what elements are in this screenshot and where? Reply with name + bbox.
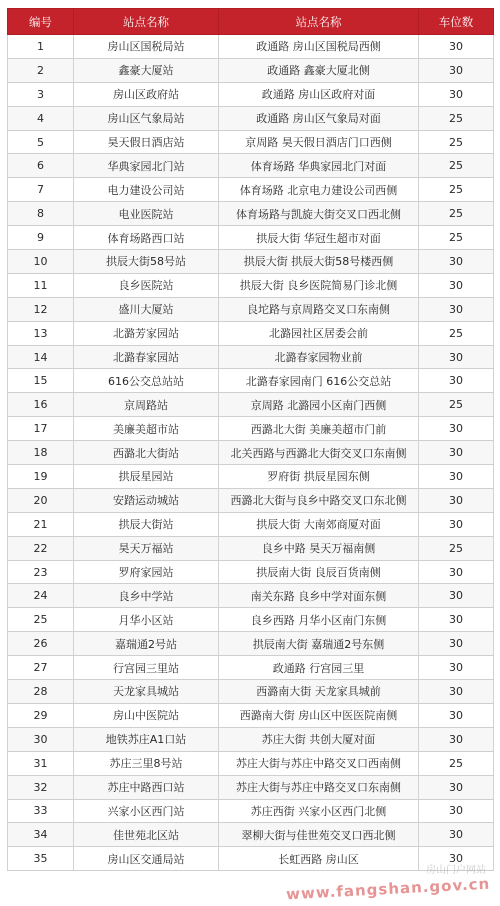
table-row: [8, 536, 494, 560]
cell-station-location: 西潞南大街 天龙家具城前: [219, 680, 419, 704]
cell-station-name: 行宫园三里站: [74, 656, 219, 680]
table-row: [8, 680, 494, 704]
cell-number: 28: [8, 680, 74, 704]
cell-number: 16: [8, 393, 74, 417]
table-row: [8, 512, 494, 536]
cell-space-count: 30: [419, 727, 494, 751]
table-row: [8, 321, 494, 345]
table-row: [8, 273, 494, 297]
table-row: [8, 297, 494, 321]
cell-space-count: 30: [419, 512, 494, 536]
table-row: [8, 154, 494, 178]
cell-station-location: 政通路 房山区政府对面: [219, 82, 419, 106]
cell-station-location: 体育场路 华典家园北门对面: [219, 154, 419, 178]
cell-number: 6: [8, 154, 74, 178]
table-row: [8, 847, 494, 871]
cell-number: 21: [8, 512, 74, 536]
table-row: [8, 799, 494, 823]
cell-number: 7: [8, 178, 74, 202]
cell-space-count: 25: [419, 106, 494, 130]
cell-space-count: 30: [419, 417, 494, 441]
cell-number: 22: [8, 536, 74, 560]
cell-station-location: 体育场路 北京电力建设公司西侧: [219, 178, 419, 202]
cell-space-count: 30: [419, 488, 494, 512]
cell-space-count: 25: [419, 130, 494, 154]
table-row: [8, 417, 494, 441]
cell-space-count: 30: [419, 775, 494, 799]
cell-space-count: 30: [419, 35, 494, 59]
table-row: [8, 35, 494, 59]
cell-station-name: 拱辰大街58号站: [74, 250, 219, 274]
cell-station-location: 拱辰大街 华冠生超市对面: [219, 226, 419, 250]
cell-number: 31: [8, 751, 74, 775]
cell-space-count: 30: [419, 799, 494, 823]
cell-number: 3: [8, 82, 74, 106]
cell-station-location: 南关东路 良乡中学对面东侧: [219, 584, 419, 608]
table-row: [8, 560, 494, 584]
cell-space-count: 25: [419, 154, 494, 178]
cell-station-location: 北潞春家园物业前: [219, 345, 419, 369]
cell-station-name: 兴家小区西门站: [74, 799, 219, 823]
cell-number: 27: [8, 656, 74, 680]
cell-number: 12: [8, 297, 74, 321]
table-header-row: [8, 9, 494, 35]
cell-station-name: 拱辰大街站: [74, 512, 219, 536]
table-row: [8, 82, 494, 106]
cell-number: 1: [8, 35, 74, 59]
cell-number: 15: [8, 369, 74, 393]
cell-number: 33: [8, 799, 74, 823]
cell-number: 13: [8, 321, 74, 345]
table-row: [8, 58, 494, 82]
header-station-name: 站点名称: [74, 9, 219, 35]
cell-number: 19: [8, 465, 74, 489]
table-row: [8, 369, 494, 393]
cell-number: 4: [8, 106, 74, 130]
watermark-site: 房山门户网站: [426, 865, 486, 876]
cell-station-name: 良乡医院站: [74, 273, 219, 297]
cell-station-location: 拱辰南大街 良辰百货南侧: [219, 560, 419, 584]
cell-station-location: 苏庄大街与苏庄中路交叉口西南侧: [219, 751, 419, 775]
cell-space-count: 30: [419, 823, 494, 847]
cell-station-location: 苏庄大街与苏庄中路交叉口东南侧: [219, 775, 419, 799]
cell-space-count: 30: [419, 560, 494, 584]
table-row: [8, 250, 494, 274]
header-number: 编号: [8, 9, 74, 35]
cell-space-count: 25: [419, 536, 494, 560]
cell-space-count: 30: [419, 465, 494, 489]
cell-space-count: 25: [419, 178, 494, 202]
parking-station-table-container: [7, 8, 493, 871]
table-row: [8, 823, 494, 847]
cell-station-location: 西潞北大街 美廉美超市门前: [219, 417, 419, 441]
cell-space-count: 30: [419, 703, 494, 727]
cell-space-count: 30: [419, 297, 494, 321]
cell-station-location: 西潞北大街与良乡中路交叉口东北侧: [219, 488, 419, 512]
cell-station-location: 翠柳大街与佳世苑交叉口西北侧: [219, 823, 419, 847]
cell-number: 17: [8, 417, 74, 441]
cell-station-location: 政通路 房山区国税局西侧: [219, 35, 419, 59]
cell-station-name: 苏庄三里8号站: [74, 751, 219, 775]
cell-station-name: 房山区政府站: [74, 82, 219, 106]
cell-station-location: 拱辰大街 良乡医院简易门诊北侧: [219, 273, 419, 297]
table-row: [8, 465, 494, 489]
cell-station-location: 良坨路与京周路交叉口东南侧: [219, 297, 419, 321]
cell-station-name: 西潞北大街站: [74, 441, 219, 465]
cell-number: 24: [8, 584, 74, 608]
table-row: [8, 632, 494, 656]
cell-station-name: 罗府家园站: [74, 560, 219, 584]
cell-station-location: 京周路 昊天假日酒店门口西侧: [219, 130, 419, 154]
cell-station-name: 体育场路西口站: [74, 226, 219, 250]
cell-station-name: 佳世苑北区站: [74, 823, 219, 847]
cell-number: 20: [8, 488, 74, 512]
cell-station-location: 体育场路与凯旋大街交叉口西北侧: [219, 202, 419, 226]
cell-space-count: 25: [419, 226, 494, 250]
cell-station-name: 华典家园北门站: [74, 154, 219, 178]
cell-number: 14: [8, 345, 74, 369]
table-body: [8, 35, 494, 871]
cell-number: 10: [8, 250, 74, 274]
cell-station-location: 北潞园社区居委会前: [219, 321, 419, 345]
cell-space-count: 30: [419, 680, 494, 704]
cell-station-name: 鑫豪大厦站: [74, 58, 219, 82]
cell-station-location: 政通路 鑫豪大厦北侧: [219, 58, 419, 82]
cell-station-name: 房山区国税局站: [74, 35, 219, 59]
cell-station-name: 北潞春家园站: [74, 345, 219, 369]
cell-station-location: 苏庄大街 共创大厦对面: [219, 727, 419, 751]
cell-station-name: 嘉瑞通2号站: [74, 632, 219, 656]
cell-station-location: 京周路 北潞园小区南门西侧: [219, 393, 419, 417]
table-row: [8, 130, 494, 154]
cell-number: 25: [8, 608, 74, 632]
cell-number: 29: [8, 703, 74, 727]
cell-space-count: 30: [419, 632, 494, 656]
cell-space-count: 30: [419, 250, 494, 274]
cell-station-name: 盛川大厦站: [74, 297, 219, 321]
cell-station-location: 罗府街 拱辰星园东侧: [219, 465, 419, 489]
cell-space-count: 30: [419, 608, 494, 632]
cell-number: 11: [8, 273, 74, 297]
cell-station-location: 北关西路与西潞北大街交叉口东南侧: [219, 441, 419, 465]
cell-station-name: 地铁苏庄A1口站: [74, 727, 219, 751]
table-row: [8, 393, 494, 417]
table-row: [8, 703, 494, 727]
cell-station-location: 拱辰大街 拱辰大街58号楼西侧: [219, 250, 419, 274]
cell-station-name: 昊天万福站: [74, 536, 219, 560]
cell-station-name: 京周路站: [74, 393, 219, 417]
table-row: [8, 202, 494, 226]
cell-space-count: 25: [419, 202, 494, 226]
header-station-location: 站点名称: [219, 9, 419, 35]
cell-station-name: 北潞芳家园站: [74, 321, 219, 345]
table-row: [8, 178, 494, 202]
cell-station-name: 昊天假日酒店站: [74, 130, 219, 154]
table-row: [8, 751, 494, 775]
watermark-url: www.fangshan.gov.cn: [285, 874, 491, 904]
table-row: [8, 775, 494, 799]
table-row: [8, 441, 494, 465]
table-row: [8, 106, 494, 130]
cell-space-count: 25: [419, 321, 494, 345]
cell-space-count: 30: [419, 847, 494, 871]
cell-number: 26: [8, 632, 74, 656]
cell-station-location: 苏庄西街 兴家小区西门北侧: [219, 799, 419, 823]
cell-number: 32: [8, 775, 74, 799]
table-row: [8, 608, 494, 632]
header-space-count: 车位数: [419, 9, 494, 35]
table-row: [8, 226, 494, 250]
cell-number: 18: [8, 441, 74, 465]
cell-station-name: 拱辰星园站: [74, 465, 219, 489]
parking-station-table: [7, 8, 494, 871]
cell-space-count: 30: [419, 345, 494, 369]
cell-number: 23: [8, 560, 74, 584]
cell-number: 8: [8, 202, 74, 226]
cell-station-location: 政通路 房山区气象局对面: [219, 106, 419, 130]
cell-space-count: 30: [419, 656, 494, 680]
cell-space-count: 30: [419, 82, 494, 106]
cell-station-name: 苏庄中路西口站: [74, 775, 219, 799]
table-row: [8, 488, 494, 512]
table-row: [8, 345, 494, 369]
cell-station-name: 电力建设公司站: [74, 178, 219, 202]
cell-station-name: 房山中医院站: [74, 703, 219, 727]
cell-number: 9: [8, 226, 74, 250]
cell-station-name: 房山区交通局站: [74, 847, 219, 871]
cell-space-count: 25: [419, 751, 494, 775]
cell-number: 34: [8, 823, 74, 847]
table-row: [8, 584, 494, 608]
cell-station-name: 月华小区站: [74, 608, 219, 632]
cell-station-location: 长虹西路 房山区: [219, 847, 419, 871]
cell-number: 30: [8, 727, 74, 751]
cell-space-count: 30: [419, 441, 494, 465]
cell-station-name: 美廉美超市站: [74, 417, 219, 441]
cell-station-location: 拱辰南大街 嘉瑞通2号东侧: [219, 632, 419, 656]
cell-station-name: 良乡中学站: [74, 584, 219, 608]
cell-space-count: 25: [419, 393, 494, 417]
cell-space-count: 30: [419, 273, 494, 297]
cell-station-name: 天龙家具城站: [74, 680, 219, 704]
cell-station-location: 良乡中路 昊天万福南侧: [219, 536, 419, 560]
table-row: [8, 727, 494, 751]
cell-station-name: 616公交总站站: [74, 369, 219, 393]
cell-number: 5: [8, 130, 74, 154]
cell-station-location: 拱辰大街 大南郊商厦对面: [219, 512, 419, 536]
cell-station-location: 良乡西路 月华小区南门东侧: [219, 608, 419, 632]
cell-station-location: 政通路 行宫园三里: [219, 656, 419, 680]
cell-station-location: 西潞南大街 房山区中医医院南侧: [219, 703, 419, 727]
cell-station-location: 北潞春家园南门 616公交总站: [219, 369, 419, 393]
cell-station-name: 房山区气象局站: [74, 106, 219, 130]
cell-space-count: 30: [419, 58, 494, 82]
table-row: [8, 656, 494, 680]
cell-station-name: 安踏运动城站: [74, 488, 219, 512]
cell-space-count: 30: [419, 584, 494, 608]
cell-number: 35: [8, 847, 74, 871]
cell-number: 2: [8, 58, 74, 82]
cell-station-name: 电业医院站: [74, 202, 219, 226]
cell-space-count: 30: [419, 369, 494, 393]
